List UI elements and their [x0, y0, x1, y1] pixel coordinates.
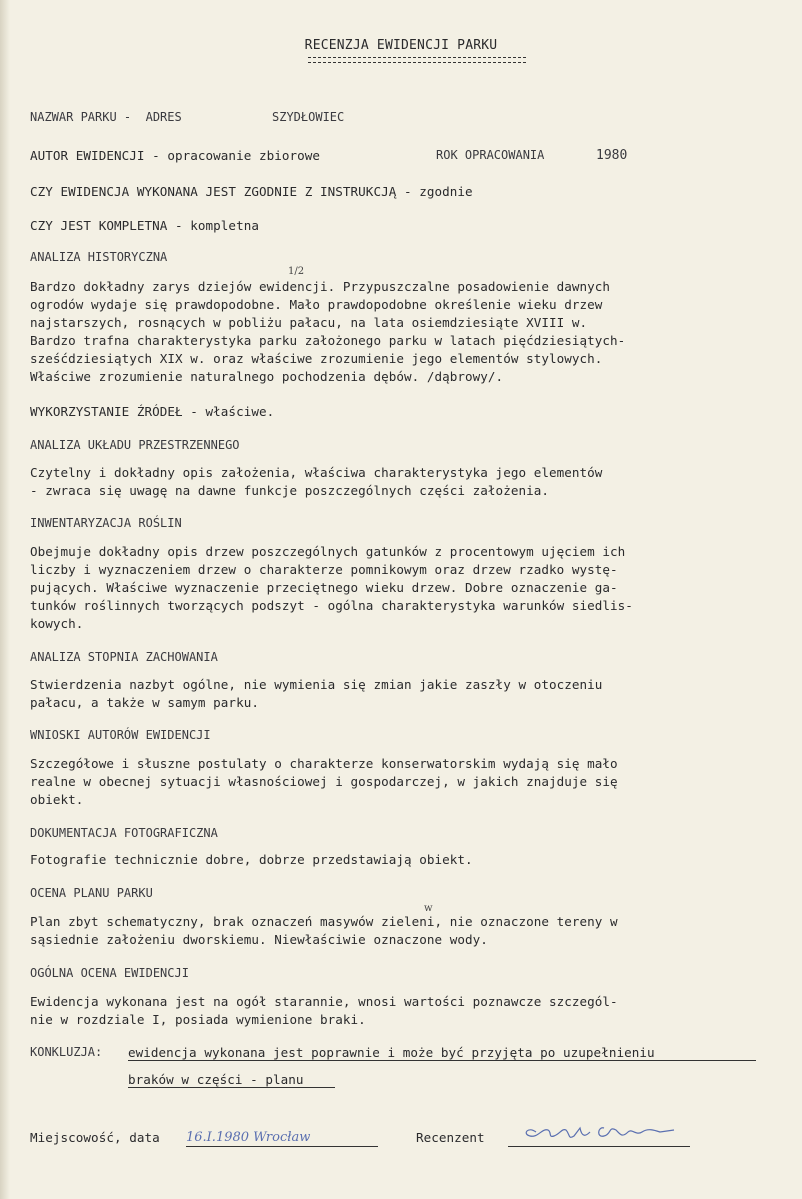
section-heading-plan: OCENA PLANU PARKU: [30, 886, 153, 900]
conclusion-line-1: ewidencja wykonana jest poprawnie i może być przyjęta po uzupełnieniu: [128, 1045, 756, 1061]
historical-line-3: najstarszych, rosnących w pobliżu pałacu, na lata osiemdziesiąte XVIII w.: [30, 315, 588, 330]
superscript-correction: w: [424, 903, 433, 914]
photo-line-1: Fotografie technicznie dobre, dobrze przedstawiają obiekt.: [30, 852, 473, 867]
compliance-line: CZY EWIDENCJA WYKONANA JEST ZGODNIE Z INSTRUKCJĄ - zgodnie: [30, 184, 473, 199]
historical-line-1: Bardzo dokładny zarys dziejów ewidencji. Przypuszczalne posadowienie dawnych: [30, 279, 611, 294]
place-date-handwritten: 16.I.1980 Wrocław: [186, 1130, 311, 1145]
historical-line-4: Bardzo trafna charakterystyka parku założonego parku w latach pięćdziesiątych-: [30, 333, 626, 348]
year-label: ROK OPRACOWANIA: [436, 148, 545, 162]
spatial-line-2: - zwraca się uwagę na dawne funkcje poszczególnych części założenia.: [30, 483, 549, 498]
condition-line-2: pałacu, a także w samym parku.: [30, 695, 259, 710]
sources-line: WYKORZYSTANIE ŹRÓDEŁ - właściwe.: [30, 404, 275, 419]
section-heading-condition: ANALIZA STOPNIA ZACHOWANIA: [30, 650, 218, 664]
section-heading-conclusions: WNIOSKI AUTORÓW EWIDENCJI: [30, 728, 211, 742]
park-name-value: SZYDŁOWIEC: [272, 110, 345, 124]
reviewer-signature-field: [508, 1126, 690, 1147]
document-title: RECENZJA EWIDENCJI PARKU: [304, 38, 498, 53]
section-heading-historical: ANALIZA HISTORYCZNA: [30, 250, 168, 264]
title-double-underline: [308, 57, 526, 63]
conclusion-line-2: braków w części - planu: [128, 1072, 335, 1088]
author-line: AUTOR EWIDENCJI - opracowanie zbiorowe: [30, 148, 321, 163]
plan-line-2: sąsiednie założeniu dworskiemu. Niewłaściwie oznaczone wody.: [30, 932, 488, 947]
section-heading-inventory: INWENTARYZACJA ROŚLIN: [30, 516, 182, 530]
margin-note: 1/2: [288, 266, 305, 277]
conclusions-line-1: Szczegółowe i słuszne postulaty o charakterze konserwatorskim wydają się mało: [30, 756, 618, 771]
conclusions-line-2: realne w obecnej sytuacji własnościowej i gospodarczej, w jakich znajduje się: [30, 774, 618, 789]
spatial-line-1: Czytelny i dokładny opis założenia, właściwa charakterystyka jego elementów: [30, 465, 603, 480]
park-name-label: NAZWAR PARKU - ADRES: [30, 110, 182, 124]
historical-line-5: sześćdziesiątych XIX w. oraz właściwe zrozumienie jego elementów stylowych.: [30, 351, 603, 366]
section-heading-general: OGÓLNA OCENA EWIDENCJI: [30, 966, 189, 980]
inventory-line-2: liczby i wyznaczeniem drzew o charakterze pomnikowym oraz drzew rzadko wystę-: [30, 562, 618, 577]
reviewer-signature: [508, 1118, 690, 1144]
condition-line-1: Stwierdzenia nazbyt ogólne, nie wymienia się zmian jakie zaszły w otoczeniu: [30, 677, 603, 692]
historical-line-6: Właściwe zrozumienie naturalnego pochodzenia dębów. /dąbrowy/.: [30, 369, 504, 384]
inventory-line-3: pujących. Właściwe wyznaczenie przeciętnego wieku drzew. Dobre oznaczenie ga-: [30, 580, 618, 595]
inventory-line-4: tunków roślinnych tworzących podszyt - ogólna charakterystyka warunków siedlis-: [30, 598, 633, 613]
conclusions-line-3: obiekt.: [30, 792, 84, 807]
section-heading-photo: DOKUMENTACJA FOTOGRAFICZNA: [30, 826, 218, 840]
year-value: 1980: [596, 148, 628, 163]
inventory-line-1: Obejmuje dokładny opis drzew poszczególnych gatunków z procentowym ujęciem ich: [30, 544, 626, 559]
reviewer-label: Recenzent: [416, 1130, 485, 1145]
general-line-1: Ewidencja wykonana jest na ogół starannie, wnosi wartości poznawcze szczegól-: [30, 994, 618, 1009]
conclusion-label: KONKLUZJA:: [30, 1045, 103, 1059]
place-date-label: Miejscowość, data: [30, 1130, 160, 1145]
plan-line-1: Plan zbyt schematyczny, brak oznaczeń masywów zieleni, nie oznaczone tereny w: [30, 914, 618, 929]
inventory-line-5: kowych.: [30, 616, 84, 631]
section-heading-spatial: ANALIZA UKŁADU PRZESTRZENNEGO: [30, 438, 240, 452]
page-edge-shadow: [0, 0, 10, 1199]
place-date-field: [186, 1126, 378, 1147]
completeness-line: CZY JEST KOMPLETNA - kompletna: [30, 218, 259, 233]
general-line-2: nie w rozdziale I, posiada wymienione braki.: [30, 1012, 366, 1027]
historical-line-2: ogrodów wydaje się prawdopodobne. Mało prawdopodobne określenie wieku drzew: [30, 297, 603, 312]
